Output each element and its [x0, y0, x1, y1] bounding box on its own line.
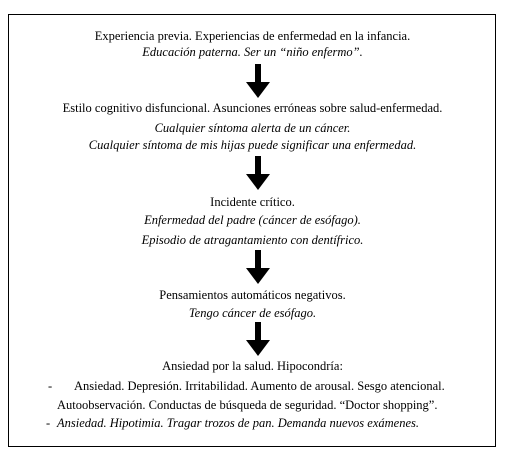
block-3-heading: Incidente crítico. — [210, 195, 295, 209]
block-4-detail-1: Tengo cáncer de esófago. — [188, 306, 317, 320]
block-5-heading: Ansiedad por la salud. Hipocondría: — [162, 359, 343, 373]
bullet-1-line-1: Ansiedad. Depresión. Irritabilidad. Aumento de arousal. Sesgo atencional. — [74, 379, 445, 393]
down-arrow-icon — [246, 64, 270, 98]
block-4-heading: Pensamientos automáticos negativos. — [159, 288, 346, 302]
bullet-2-line-1: Ansiedad. Hipotimia. Tragar trozos de pan. Demanda nuevos exámenes. — [57, 416, 420, 430]
block-2-detail-2: Cualquier síntoma de mis hijas puede significar una enfermedad. — [88, 138, 417, 152]
block-3-detail-1: Enfermedad del padre (cáncer de esófago). — [144, 213, 361, 227]
block-2-detail-1: Cualquier síntoma alerta de un cáncer. — [154, 121, 351, 135]
bullet-dash-1: - — [48, 379, 53, 393]
down-arrow-icon — [246, 322, 270, 356]
bullet-1-line-2: Autoobservación. Conductas de búsqueda de seguridad. “Doctor shopping”. — [57, 398, 438, 412]
block-2-heading: Estilo cognitivo disfuncional. Asunciones erróneas sobre salud-enfermedad. — [62, 101, 443, 115]
block-3-detail-2: Episodio de atragantamiento con dentífrico. — [141, 233, 364, 247]
block-1-detail-1: Educación paterna. Ser un “niño enfermo”. — [142, 45, 363, 59]
bullet-dash-2: - — [46, 416, 51, 430]
down-arrow-icon — [246, 156, 270, 190]
block-1-heading: Experiencia previa. Experiencias de enfermedad en la infancia. — [94, 29, 411, 43]
down-arrow-icon — [246, 250, 270, 284]
